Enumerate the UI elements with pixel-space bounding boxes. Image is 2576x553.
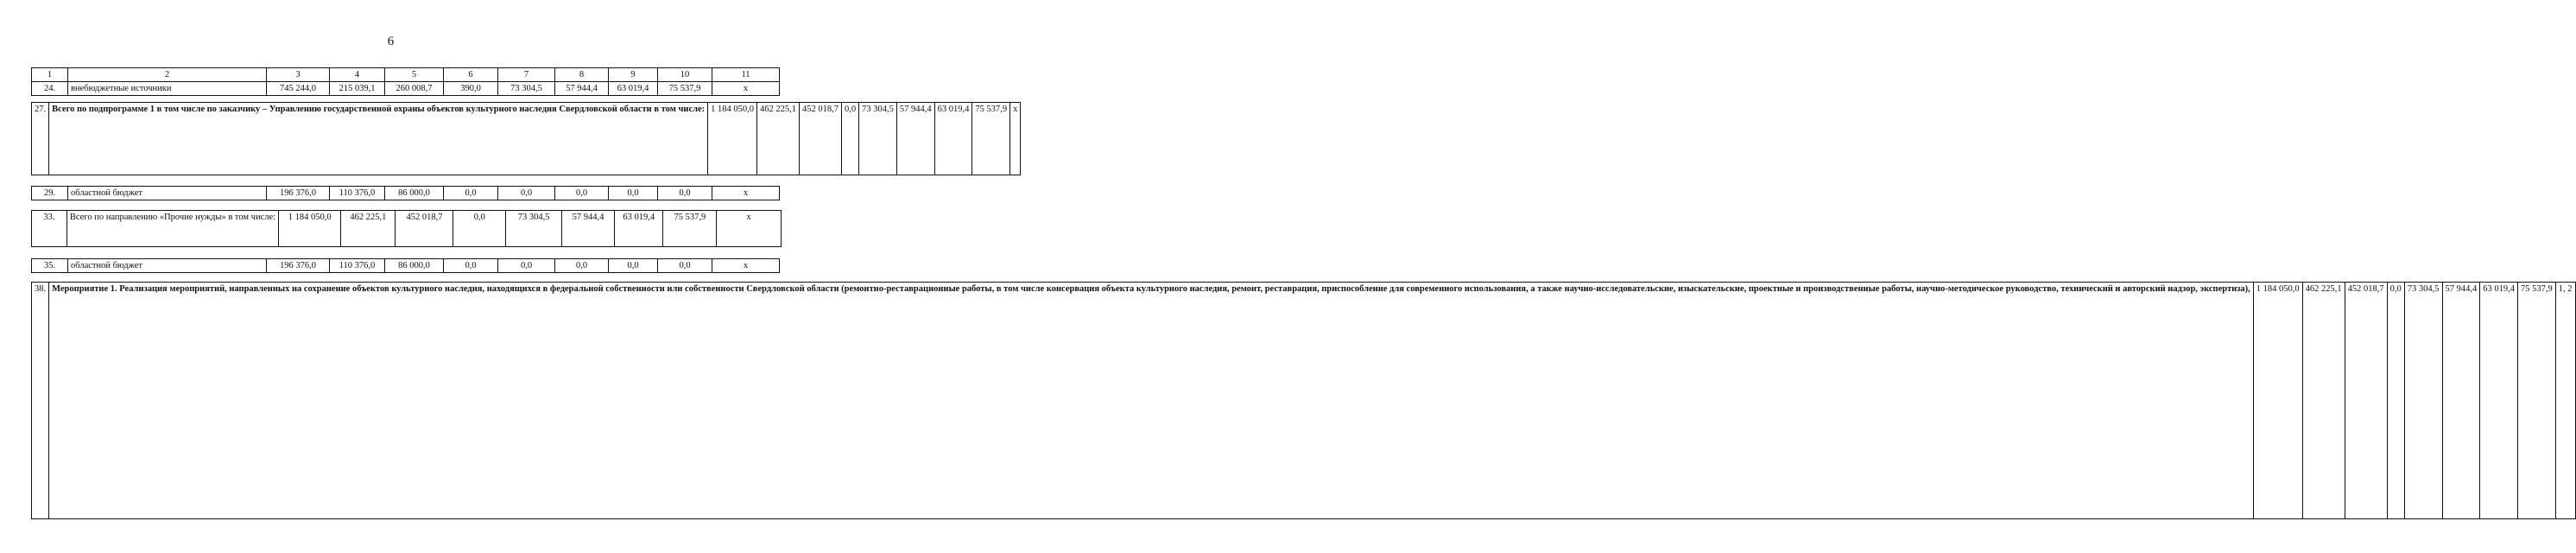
value-cell: 0,0 (444, 187, 498, 200)
value-cell: 196 376,0 (267, 187, 330, 200)
value-cell: 63 019,4 (934, 103, 972, 175)
value-cell: 0,0 (658, 259, 712, 273)
value-cell: 57 944,4 (2442, 283, 2480, 519)
table-row (32, 187, 780, 200)
table-row (32, 82, 780, 96)
value-cell: 0,0 (453, 211, 506, 247)
value-cell: 110 376,0 (330, 259, 385, 273)
table-block-row-27 (31, 102, 1021, 175)
description-cell: Всего по направлению «Прочие нужды» в том числе: (66, 211, 278, 247)
value-cell: 63 019,4 (615, 211, 663, 247)
value-cell: 1 184 050,0 (2253, 283, 2302, 519)
header-cell: 6 (444, 68, 498, 82)
row-number-cell: 33. (32, 211, 67, 247)
value-cell: 462 225,1 (757, 103, 800, 175)
value-cell: 73 304,5 (859, 103, 897, 175)
value-cell: 0,0 (2387, 283, 2404, 519)
value-cell: 57 944,4 (562, 211, 615, 247)
row-number-cell: 29. (32, 187, 68, 200)
value-cell: 215 039,1 (330, 82, 385, 96)
value-cell: 462 225,1 (2302, 283, 2345, 519)
value-cell: 1 184 050,0 (279, 211, 341, 247)
value-cell: 745 244,0 (267, 82, 330, 96)
value-cell: 86 000,0 (385, 187, 444, 200)
column-number-row (32, 68, 780, 82)
value-cell: 1, 2 (2555, 283, 2575, 519)
header-cell: 2 (68, 68, 267, 82)
header-cell: 4 (330, 68, 385, 82)
value-cell: 462 225,1 (341, 211, 396, 247)
value-cell: 1 184 050,0 (708, 103, 757, 175)
table-row (32, 103, 1021, 175)
description-cell: областной бюджет (68, 259, 267, 273)
description-cell: Всего по подпрограмме 1 в том числе по заказчику – Управлению государственной охраны объектов культурного наследия Свердловской области в том числе: (49, 103, 708, 175)
value-cell: 0,0 (842, 103, 859, 175)
value-cell: 75 537,9 (972, 103, 1010, 175)
value-cell: 0,0 (609, 187, 658, 200)
value-cell: 0,0 (555, 187, 609, 200)
row-number-cell: 35. (32, 259, 68, 273)
table-row (32, 283, 2576, 519)
value-cell: 73 304,5 (2404, 283, 2442, 519)
table-row (32, 259, 780, 273)
header-cell: 1 (32, 68, 68, 82)
value-cell: 452 018,7 (800, 103, 842, 175)
value-cell: х (1010, 103, 1021, 175)
value-cell: 0,0 (555, 259, 609, 273)
value-cell: 57 944,4 (896, 103, 934, 175)
row-number-cell: 24. (32, 82, 68, 96)
header-cell: 10 (658, 68, 712, 82)
value-cell: 110 376,0 (330, 187, 385, 200)
value-cell: х (717, 211, 782, 247)
page-number: 6 (387, 35, 395, 48)
table-block-row-33 (31, 210, 782, 247)
value-cell: 0,0 (444, 259, 498, 273)
header-cell: 5 (385, 68, 444, 82)
value-cell: 63 019,4 (2480, 283, 2518, 519)
row-number-cell: 27. (32, 103, 49, 175)
header-cell: 3 (267, 68, 330, 82)
table-block-row-38 (31, 282, 2576, 519)
value-cell: 0,0 (609, 259, 658, 273)
header-cell: 7 (498, 68, 555, 82)
value-cell: 57 944,4 (555, 82, 609, 96)
value-cell: 452 018,7 (396, 211, 453, 247)
table-block-row-29 (31, 186, 780, 200)
value-cell: х (712, 187, 780, 200)
value-cell: 0,0 (498, 187, 555, 200)
value-cell: 390,0 (444, 82, 498, 96)
table-block-row-35 (31, 258, 780, 273)
value-cell: х (712, 82, 780, 96)
value-cell: 0,0 (658, 187, 712, 200)
row-number-cell: 38. (32, 283, 49, 519)
value-cell: 452 018,7 (2345, 283, 2387, 519)
value-cell: 63 019,4 (609, 82, 658, 96)
value-cell: 260 008,7 (385, 82, 444, 96)
value-cell: 73 304,5 (506, 211, 562, 247)
table-block-header (31, 67, 780, 96)
value-cell: 75 537,9 (663, 211, 717, 247)
description-cell: областной бюджет (68, 187, 267, 200)
value-cell: 196 376,0 (267, 259, 330, 273)
description-cell: Мероприятие 1. Реализация мероприятий, направленных на сохранение объектов культурного наследия, находящихся в федеральной собственности или собственности Свердловской области (ремонтно-реставрационные работы, в том числе консервация объекта культурного наследия, ремонт, реставрация, приспособление для современного использования, а также научно-исследовательские, изыскательские, проектные и производственные работы, научно-методическое руководство, технический и авторский надзор, экспертиза), (49, 283, 2254, 519)
value-cell: х (712, 259, 780, 273)
table-row (32, 211, 782, 247)
header-cell: 11 (712, 68, 780, 82)
value-cell: 75 537,9 (2518, 283, 2556, 519)
description-cell: внебюджетные источники (68, 82, 267, 96)
header-cell: 8 (555, 68, 609, 82)
header-cell: 9 (609, 68, 658, 82)
value-cell: 86 000,0 (385, 259, 444, 273)
value-cell: 75 537,9 (658, 82, 712, 96)
value-cell: 0,0 (498, 259, 555, 273)
value-cell: 73 304,5 (498, 82, 555, 96)
